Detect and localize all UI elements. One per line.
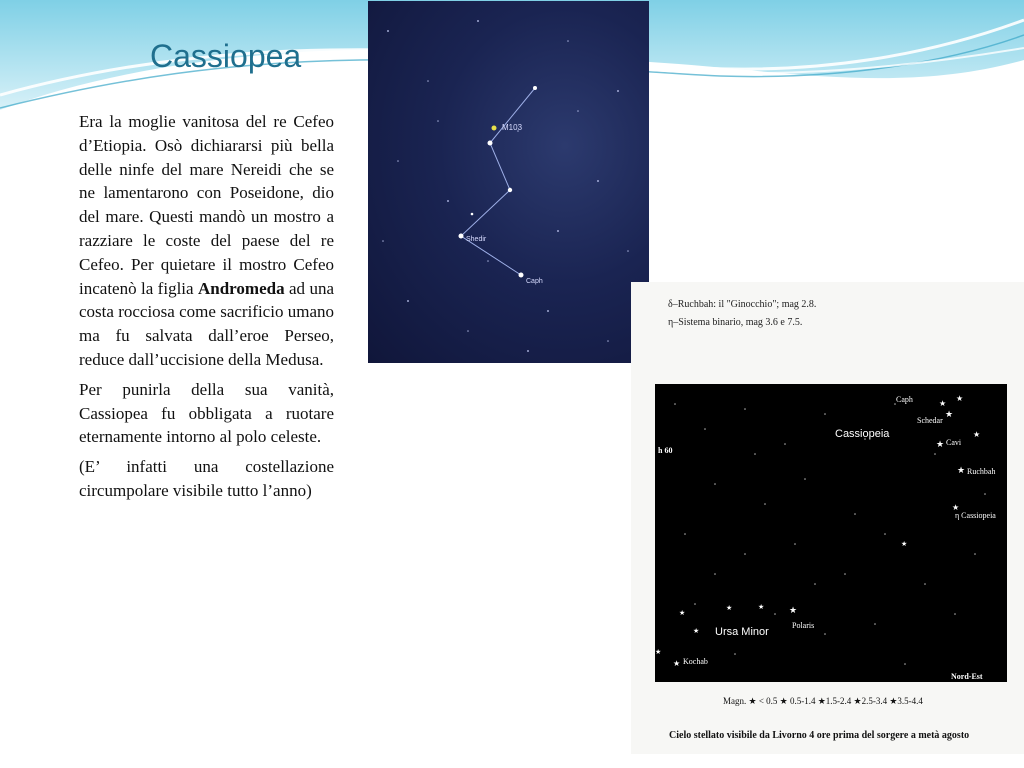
map-label-cassiopeia: Cassiopeia (835, 428, 890, 440)
svg-text:★: ★ (655, 649, 662, 656)
paragraph-myth-part2: ad una costa rocciosa come sacrificio umano ma fu salvata dall’eroe Perseo, reduce dall’uccisione della Medusa. (79, 278, 335, 369)
svg-text:★: ★ (758, 604, 765, 611)
chart-caption: Cielo stellato visibile da Livorno 4 ore prima del sorgere a metà agosto (669, 730, 970, 741)
slide-title: Cassiopea (150, 38, 302, 74)
andromeda-bold: Andromeda (197, 278, 285, 298)
svg-text:★: ★ (679, 610, 686, 617)
svg-text:★: ★ (956, 394, 964, 403)
constellation-photo (368, 1, 649, 363)
svg-text:★: ★ (936, 439, 945, 449)
svg-text:★: ★ (726, 605, 733, 612)
label-caph-photo: Caph (526, 278, 543, 285)
body-text (79, 110, 334, 509)
map-label-eta-cassiopeia: η Cassiopeia (955, 511, 996, 520)
map-label-cavi: Cavi (946, 438, 962, 447)
map-label-schedar: Schedar (917, 416, 943, 425)
map-label-caph: Caph (896, 395, 913, 404)
label-m103: M103 (502, 123, 523, 132)
svg-text:★: ★ (693, 628, 700, 635)
paragraph-myth (79, 110, 334, 372)
svg-text:★: ★ (673, 659, 681, 668)
map-label-polaris: Polaris (792, 621, 815, 630)
label-shedir: Shedir (466, 236, 487, 243)
svg-text:★: ★ (973, 430, 981, 439)
note-eta: η–Sistema binario, mag 3.6 e 7.5. (668, 317, 803, 328)
map-label-h60: h 60 (658, 446, 673, 455)
svg-text:★: ★ (957, 465, 966, 475)
map-label-ruchbah: Ruchbah (967, 467, 996, 476)
star-chart-scan (631, 282, 1024, 754)
magnitude-legend: Magn. ★ < 0.5 ★ 0.5-1.4 ★1.5-2.4 ★2.5-3.4 ★3.5-4.4 (723, 696, 923, 706)
map-label-nord-est: Nord-Est (951, 672, 983, 681)
svg-text:★: ★ (952, 503, 960, 512)
paragraph-circumpolar: (E’ infatti una costellazione circumpolare visibile tutto l’anno) (79, 457, 334, 500)
star-map (655, 384, 1007, 682)
svg-text:★: ★ (789, 605, 798, 615)
svg-text:★: ★ (945, 409, 954, 419)
map-label-ursa-minor: Ursa Minor (715, 626, 769, 638)
paragraph-punishment: Per punirla della sua vanità, Cassiopea fu obbligata a ruotare eternamente intorno al polo celeste. (79, 379, 334, 447)
svg-text:★: ★ (939, 399, 947, 408)
svg-text:★: ★ (901, 541, 908, 548)
map-label-kochab: Kochab (683, 657, 708, 666)
note-ruchbah: δ–Ruchbah: il "Ginocchio"; mag 2.8. (668, 299, 817, 310)
paragraph-myth-part1: Era la moglie vanitosa del re Cefeo d’Etiopia. Osò dichiararsi più bella delle ninfe del mare Nereidi che se ne lamentarono con Poseidone, dio del mare. Questi mandò un mostro a razziare le coste del paese del re Cefeo. Per quietare il mostro Cefeo incatenò la figlia (79, 112, 334, 298)
